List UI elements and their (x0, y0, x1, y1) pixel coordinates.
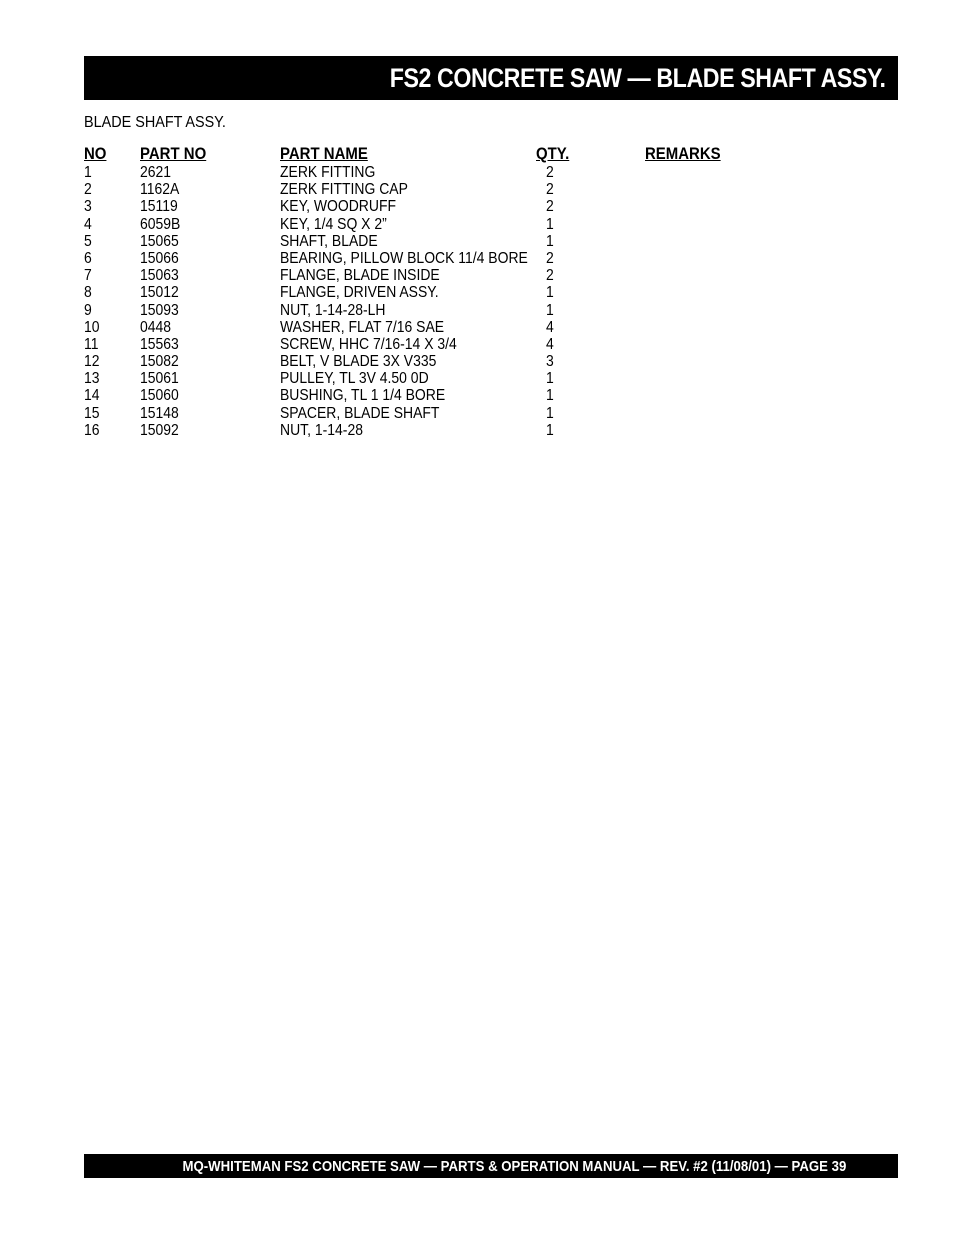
table-row (84, 336, 784, 353)
cell-part-no: 15563 (140, 335, 179, 353)
cell-part-name: KEY, WOODRUFF (280, 198, 397, 216)
footer-text: MQ-WHITEMAN FS2 CONCRETE SAW — PARTS & OPERATION MANUAL — REV. #2 (11/08/01) — PAGE 39 (182, 1157, 846, 1175)
cell-qty: 1 (546, 284, 554, 302)
table-header-row (84, 144, 784, 164)
cell-no: 2 (84, 181, 92, 199)
cell-part-no: 15082 (140, 353, 179, 371)
column-header-remarks: REMARKS (645, 144, 721, 163)
cell-qty: 1 (546, 301, 554, 319)
cell-part-name: ZERK FITTING CAP (280, 181, 408, 199)
table-row (84, 267, 784, 284)
cell-no: 6 (84, 249, 92, 267)
page-header-bar (84, 56, 898, 100)
table-row (84, 216, 784, 233)
page-footer-bar (84, 1154, 898, 1178)
cell-part-name: BUSHING, TL 1 1/4 BORE (280, 387, 446, 405)
cell-part-name: SPACER, BLADE SHAFT (280, 404, 440, 422)
table-row (84, 233, 784, 250)
column-header-part-no: PART NO (140, 144, 207, 163)
table-row (84, 302, 784, 319)
cell-part-name: BELT, V BLADE 3X V335 (280, 353, 437, 371)
cell-part-name: KEY, 1/4 SQ X 2” (280, 215, 387, 233)
cell-part-no: 15093 (140, 301, 179, 319)
cell-part-name: NUT, 1-14-28 (280, 421, 363, 439)
cell-part-no: 15148 (140, 404, 179, 422)
cell-part-name: FLANGE, DRIVEN ASSY. (280, 284, 439, 302)
cell-part-no: 2621 (140, 164, 172, 181)
cell-qty: 1 (546, 387, 554, 405)
cell-no: 8 (84, 284, 92, 302)
cell-qty: 2 (546, 164, 554, 181)
cell-part-no: 0448 (140, 318, 172, 336)
cell-no: 4 (84, 215, 92, 233)
column-header-qty: QTY. (536, 144, 570, 163)
cell-part-no: 15065 (140, 232, 179, 250)
cell-qty: 1 (546, 421, 554, 439)
cell-no: 11 (84, 335, 99, 353)
table-row (84, 198, 784, 215)
cell-qty: 1 (546, 370, 554, 388)
section-title: BLADE SHAFT ASSY. (84, 114, 226, 131)
column-header-part-name: PART NAME (280, 144, 368, 163)
table-body (84, 164, 784, 439)
cell-qty: 1 (546, 404, 554, 422)
cell-qty: 4 (546, 335, 554, 353)
cell-part-no: 15066 (140, 249, 179, 267)
table-row (84, 353, 784, 370)
cell-qty: 2 (546, 267, 554, 285)
table-row (84, 164, 784, 181)
table-row (84, 250, 784, 267)
cell-part-name: PULLEY, TL 3V 4.50 0D (280, 370, 429, 388)
cell-part-name: FLANGE, BLADE INSIDE (280, 267, 440, 285)
cell-qty: 4 (546, 318, 554, 336)
cell-qty: 2 (546, 181, 554, 199)
cell-no: 16 (84, 421, 100, 439)
table-row (84, 370, 784, 387)
table-row (84, 284, 784, 301)
cell-qty: 2 (546, 249, 554, 267)
cell-no: 7 (84, 267, 92, 285)
cell-part-name: ZERK FITTING (280, 164, 376, 181)
cell-qty: 1 (546, 215, 554, 233)
cell-part-no: 15119 (140, 198, 178, 216)
table-row (84, 319, 784, 336)
table-row (84, 181, 784, 198)
cell-no: 10 (84, 318, 100, 336)
cell-no: 3 (84, 198, 92, 216)
table-row (84, 422, 784, 439)
column-header-no: NO (84, 144, 107, 163)
parts-table (84, 144, 784, 439)
cell-qty: 1 (546, 232, 554, 250)
cell-part-no: 15012 (140, 284, 179, 302)
cell-no: 14 (84, 387, 100, 405)
cell-part-name: SHAFT, BLADE (280, 232, 378, 250)
cell-part-name: BEARING, PILLOW BLOCK 11/4 BORE (280, 249, 528, 267)
table-row (84, 405, 784, 422)
cell-no: 9 (84, 301, 92, 319)
cell-part-name: WASHER, FLAT 7/16 SAE (280, 318, 445, 336)
cell-no: 1 (84, 164, 92, 181)
cell-part-no: 15063 (140, 267, 179, 285)
cell-qty: 3 (546, 353, 554, 371)
table-row (84, 387, 784, 404)
cell-part-no: 15061 (140, 370, 179, 388)
page-title: FS2 CONCRETE SAW — BLADE SHAFT ASSY. (390, 62, 886, 93)
cell-part-no: 1162A (140, 181, 180, 199)
cell-no: 15 (84, 404, 100, 422)
cell-no: 12 (84, 353, 100, 371)
cell-part-name: NUT, 1-14-28-LH (280, 301, 386, 319)
cell-part-no: 15092 (140, 421, 179, 439)
cell-no: 13 (84, 370, 100, 388)
cell-part-no: 6059B (140, 215, 181, 233)
cell-part-no: 15060 (140, 387, 179, 405)
cell-qty: 2 (546, 198, 554, 216)
cell-part-name: SCREW, HHC 7/16-14 X 3/4 (280, 335, 457, 353)
cell-no: 5 (84, 232, 92, 250)
